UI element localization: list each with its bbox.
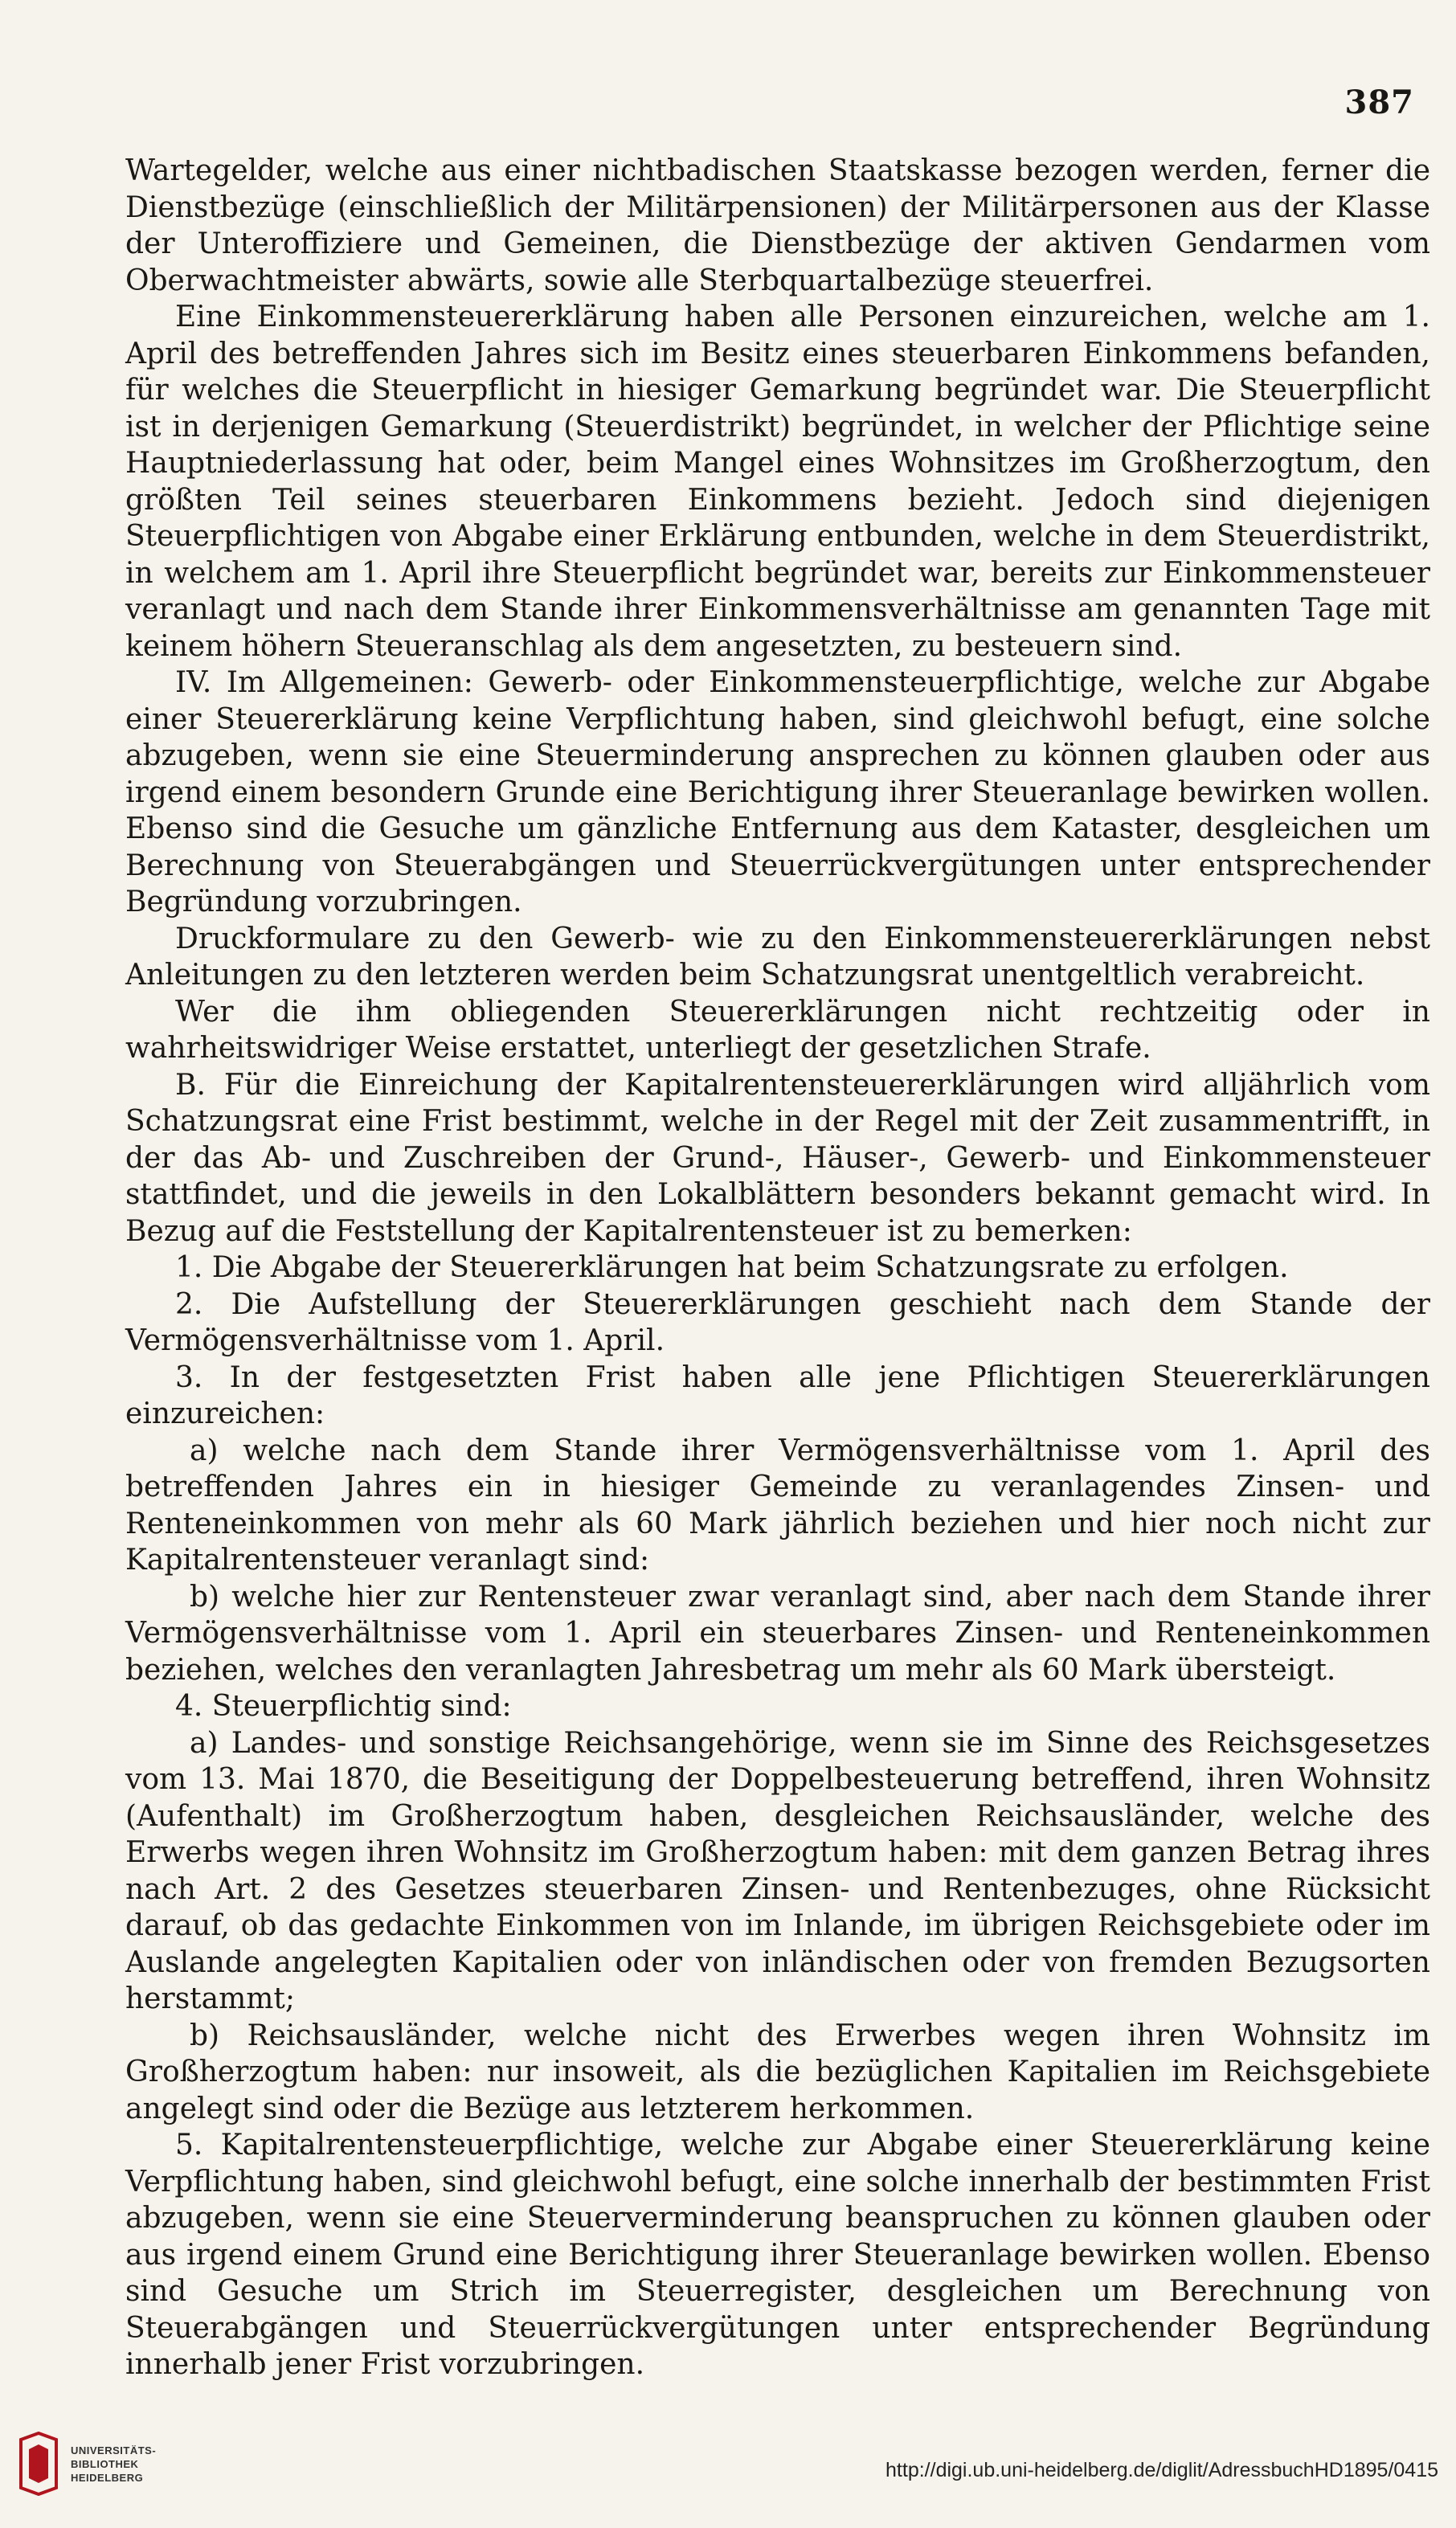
library-name-line-3: HEIDELBERG	[71, 2471, 144, 2484]
paragraph-section-iv: IV. Im Allgemeinen: Gewerb- oder Einkommensteuerpflichtige, welche zur Abgabe einer Steuererklärung keine Verpflichtung haben, sind gleichwohl befugt, eine solche abzugeben, wenn sie eine Steuerminderung ansprechen zu können glauben oder aus irgend einem besondern Grunde eine Berichtigung ihrer Steueranlage bewirken wollen. Ebenso sind die Gesuche um gänzliche Entfernung aus dem Kataster, desgleichen um Berechnung von Steuerabgängen und Steuerrückvergütungen unter entsprechender Begründung vorzubringen.	[125, 666, 1430, 918]
library-name-line-1: UNIVERSITÄTS-	[71, 2444, 157, 2456]
paragraph-item-4: 4. Steuerpflichtig sind:	[175, 1690, 512, 1723]
paragraph-item-4b: b) Reichsausländer, welche nicht des Erwerbes wegen ihren Wohnsitz im Großherzogtum haben: nur insoweit, als die bezüglichen Kapitalien im Reichsgebiete angelegt sind oder die Bezüge aus letzterem herkommen.	[125, 2019, 1430, 2125]
paragraph-item-3a: a) welche nach dem Stande ihrer Vermögensverhältnisse vom 1. April des betreffenden Jahres ein in hiesiger Gemeinde zu veranlagendes Zinsen- und Renteneinkommen von mehr als 60 Mark jährlich beziehen und hier noch nicht zur Kapitalrentensteuer veranlagt sind:	[125, 1434, 1430, 1577]
page-number: 387	[1344, 84, 1414, 121]
page-body	[125, 153, 1430, 2383]
library-logo	[18, 2432, 156, 2496]
source-url[interactable]: http://digi.ub.uni-heidelberg.de/diglit/AdressbuchHD1895/0415	[885, 2459, 1438, 2481]
paragraph-section-b: B. Für die Einreichung der Kapitalrentensteuererklärungen wird alljährlich vom Schatzungsrat eine Frist bestimmt, welche in der Regel mit der Zeit zusammentrifft, in der das Ab- und Zuschreiben der Grund-, Häuser-, Gewerb- und Einkommensteuer stattfindet, und die jeweils in den Lokalblättern besonders bekannt gemacht wird. In Bezug auf die Feststellung der Kapitalrentensteuer ist zu bemerken:	[125, 1068, 1430, 1248]
paragraph-continuation: Wartegelder, welche aus einer nichtbadischen Staatskasse bezogen werden, ferner die Dienstbezüge (einschließlich der Militärpensionen) der Militärpersonen aus der Klasse der Unteroffiziere und Gemeinen, die Dienstbezüge der aktiven Gendarmen vom Oberwachtmeister abwärts, sowie alle Sterbquartalbezüge steuerfrei.	[125, 154, 1430, 297]
paragraph-druckformulare: Druckformulare zu den Gewerb- wie zu den Einkommensteuererklärungen nebst Anleitungen zu den letzteren werden beim Schatzungsrat unentgeltlich verabreicht.	[125, 922, 1430, 992]
paragraph-item-3: 3. In der festgesetzten Frist haben alle jene Pflichtigen Steuererklärungen einzureichen:	[125, 1360, 1430, 1430]
library-name-line-2: BIBLIOTHEK	[71, 2457, 139, 2470]
paragraph-item-5: 5. Kapitalrentensteuerpflichtige, welche zur Abgabe einer Steuererklärung keine Verpflichtung haben, sind gleichwohl befugt, eine solche innerhalb der bestimmten Frist abzugeben, wenn sie eine Steuerverminderung beanspruchen zu können glauben oder aus irgend einem Grund eine Berichtigung ihrer Steueranlage bewirken wollen. Ebenso sind Gesuche um Strich im Steuerregister, desgleichen um Berechnung von Steuerabgängen und Steuerrückvergütungen unter entsprechender Begründung innerhalb jener Frist vorzubringen.	[125, 2129, 1430, 2381]
paragraph-item-2: 2. Die Aufstellung der Steuererklärungen geschieht nach dem Stande der Vermögensverhältnisse vom 1. April.	[125, 1287, 1430, 1357]
library-crest-icon	[18, 2432, 59, 2496]
library-name	[71, 2444, 156, 2485]
paragraph-item-1: 1. Die Abgabe der Steuererklärungen hat beim Schatzungsrate zu erfolgen.	[175, 1251, 1289, 1284]
paragraph-item-4a: a) Landes- und sonstige Reichsangehörige, wenn sie im Sinne des Reichsgesetzes vom 13. Mai 1870, die Beseitigung der Doppelbesteuerung betreffend, ihren Wohnsitz (Aufenthalt) im Großherzogtum haben, desgleichen Reichsausländer, welche des Erwerbs wegen ihren Wohnsitz im Großherzogtum haben: mit dem ganzen Betrag ihres nach Art. 2 des Gesetzes steuerbaren Zinsen- und Rentenbezuges, ohne Rücksicht darauf, ob das gedachte Einkommen von im Inlande, im übrigen Reichsgebiete oder im Auslande angelegten Kapitalien oder von inländischen oder von fremden Bezugsorten herstammt;	[125, 1726, 1430, 2015]
paragraph-einkommensteuererklaerung: Eine Einkommensteuererklärung haben alle Personen einzureichen, welche am 1. April des betreffenden Jahres sich im Besitz eines steuerbaren Einkommens befanden, für welches die Steuerpflicht in hiesiger Gemarkung begründet war. Die Steuerpflicht ist in derjenigen Gemarkung (Steuerdistrikt) begründet, in welcher der Pflichtige seine Hauptniederlassung hat oder, beim Mangel eines Wohnsitzes im Großherzogtum, den größten Teil seines steuerbaren Einkommens bezieht. Jedoch sind diejenigen Steuerpflichtigen von Abgabe einer Erklärung entbunden, welche in dem Steuerdistrikt, in welchem am 1. April ihre Steuerpflicht begründet war, bereits zur Einkommensteuer veranlagt und nach dem Stande ihrer Einkommensverhältnisse am genannten Tage mit keinem höhern Steueranschlag als dem angesetzten, zu besteuern sind.	[125, 301, 1430, 663]
paragraph-item-3b: b) welche hier zur Rentensteuer zwar veranlagt sind, aber nach dem Stande ihrer Vermögensverhältnisse vom 1. April ein steuerbares Zinsen- und Renteneinkommen beziehen, welches den veranlagten Jahresbetrag um mehr als 60 Mark übersteigt.	[125, 1580, 1430, 1687]
paragraph-strafe: Wer die ihm obliegenden Steuererklärungen nicht rechtzeitig oder in wahrheitswidriger Weise erstattet, unterliegt der gesetzlichen Strafe.	[125, 995, 1430, 1065]
